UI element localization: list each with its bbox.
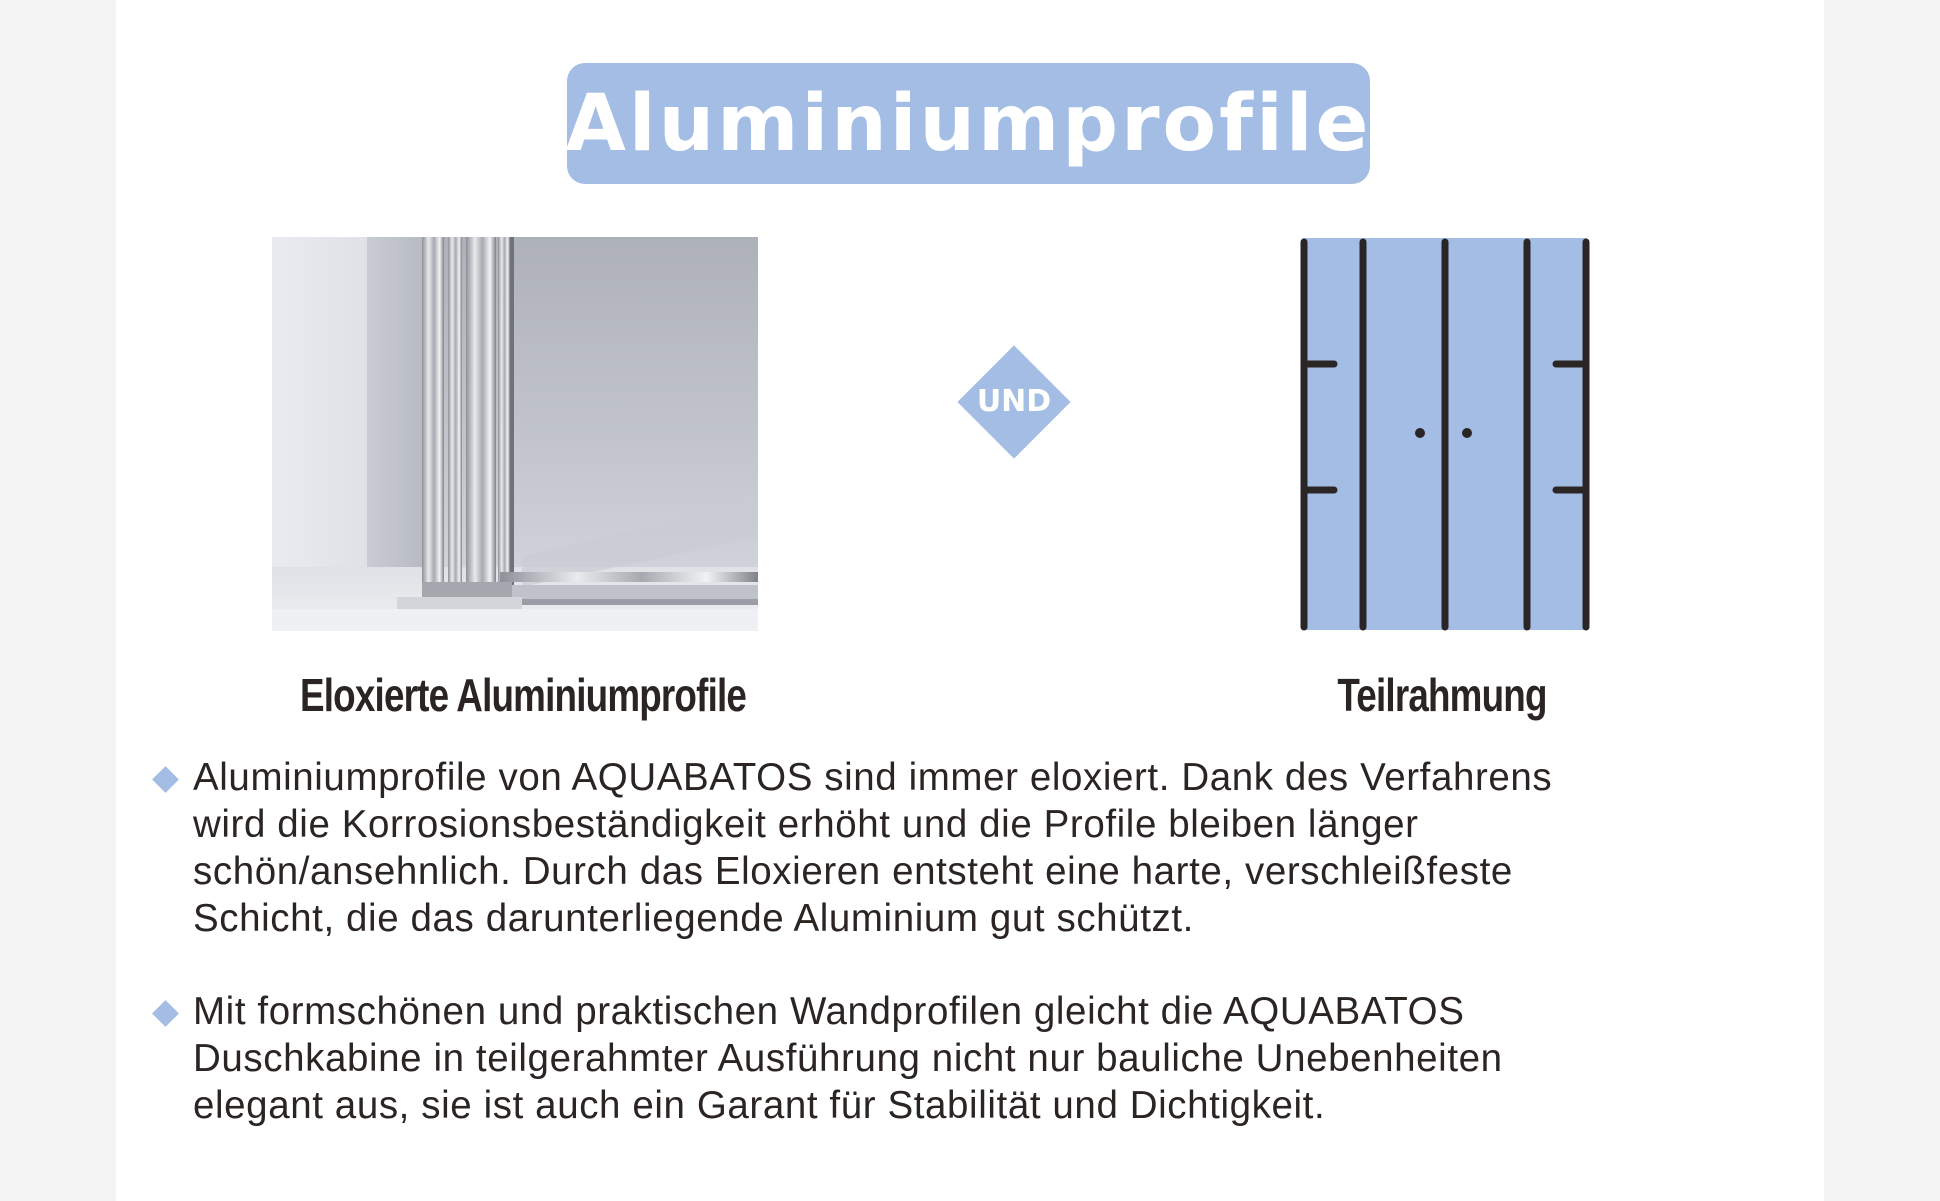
caption-anodized-profiles: Eloxierte Aluminiumprofile	[300, 669, 747, 721]
bullet-text	[193, 988, 1793, 1129]
bullet-line: Mit formschönen und praktischen Wandprofilen gleicht die AQUABATOS	[193, 990, 1465, 1033]
bullet-line: wird die Korrosionsbeständigkeit erhöht und die Profile bleiben länger	[193, 803, 1419, 846]
bullet-line: elegant aus, sie ist auch ein Garant für Stabilität und Dichtigkeit.	[193, 1084, 1326, 1127]
bullet-diamond-icon	[152, 766, 179, 793]
bullet-line: Aluminiumprofile von AQUABATOS sind immer eloxiert. Dank des Verfahrens	[193, 756, 1553, 799]
bullet-diamond-icon	[152, 1000, 179, 1027]
page-title: Aluminiumprofile	[565, 78, 1372, 169]
product-info-page	[116, 0, 1824, 1201]
partial-frame-diagram	[1300, 236, 1590, 632]
bullet-line: schön/ansehnlich. Durch das Eloxieren entsteht eine harte, verschleißfeste	[193, 850, 1513, 893]
und-label: UND	[976, 384, 1052, 419]
caption-partial-frame: Teilrahmung	[1337, 669, 1547, 721]
bullet-line: Duschkabine in teilgerahmter Ausführung nicht nur bauliche Unebenheiten	[193, 1037, 1503, 1080]
aluminium-profile-photo	[272, 237, 758, 631]
bullet-line: Schicht, die das darunterliegende Aluminium gut schützt.	[193, 897, 1194, 940]
title-banner	[567, 63, 1370, 184]
bullet-text	[193, 754, 1793, 942]
